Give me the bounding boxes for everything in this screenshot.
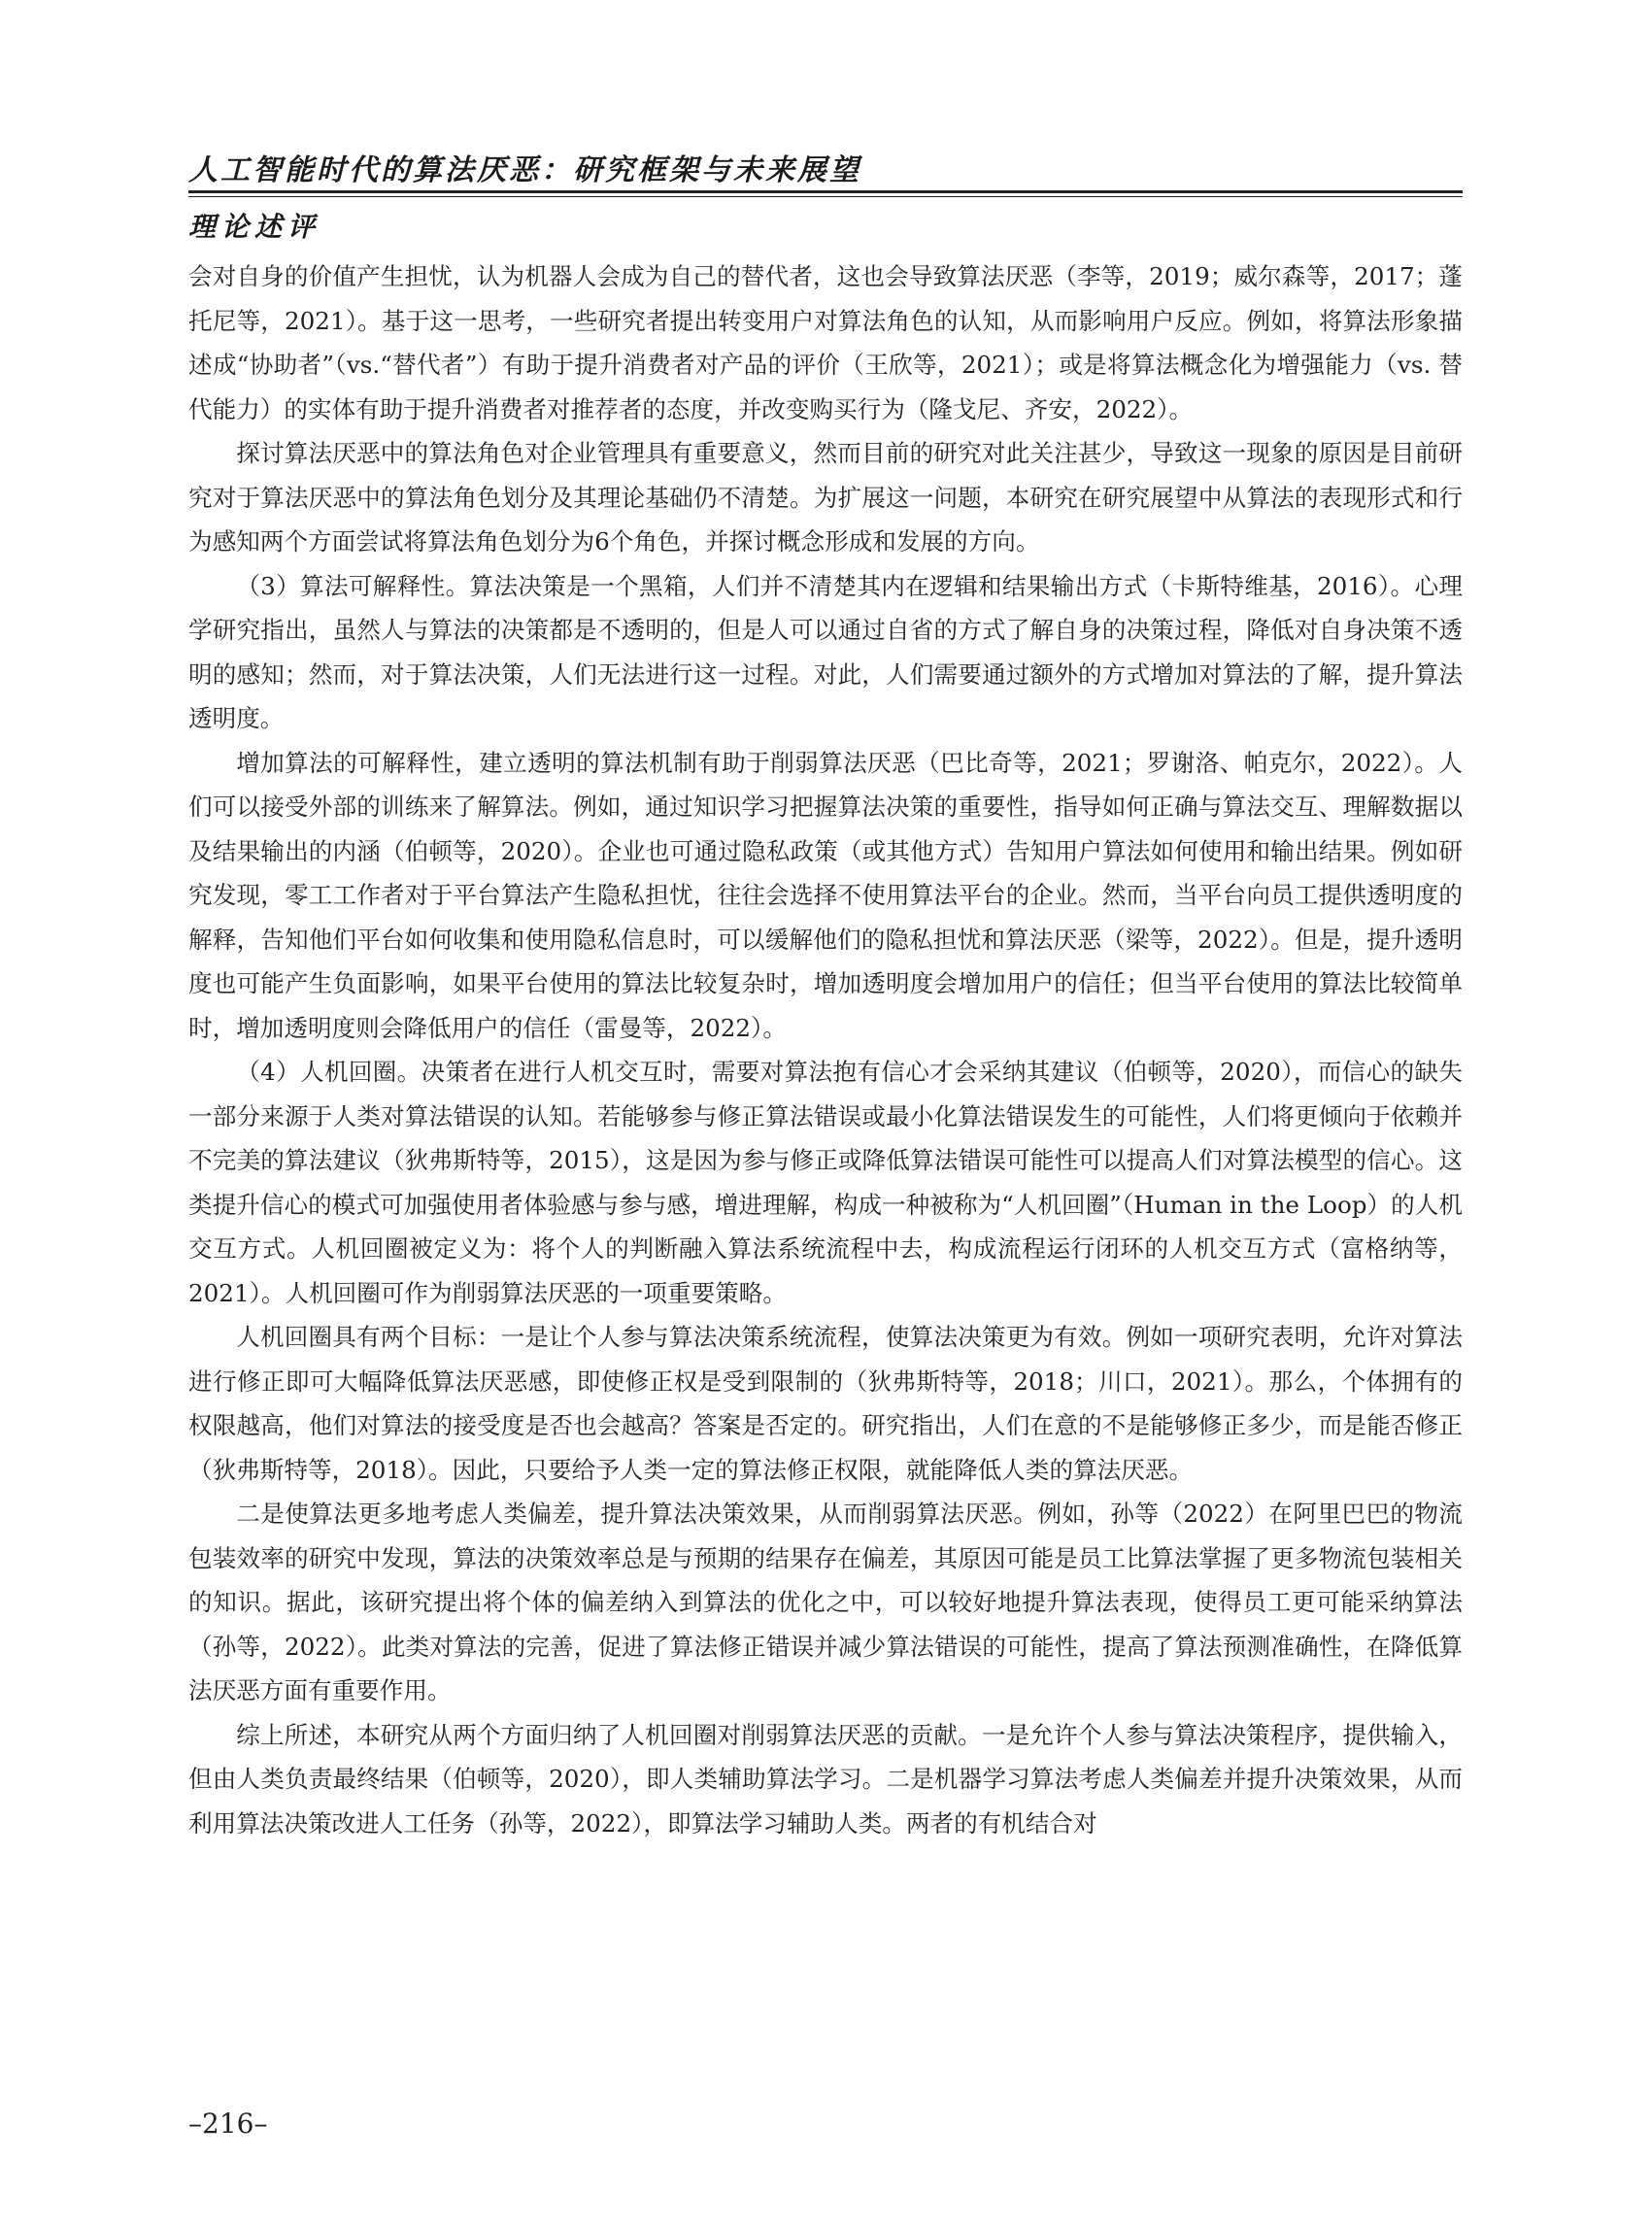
paragraph-human-in-the-loop: （4）人机回圈。决策者在进行人机交互时，需要对算法抱有信心才会采纳其建议（伯顿等，2020），而信心的缺失一部分来源于人类对算法错误的认知。若能够参与修正算法错误或最小化算法错误发生的可能性，人们将更倾向于依赖并不完美的算法建议（狄弗斯特等，2015），这是因为参与修正或降低算法错误可能性可以提高人们对算法模型的信心。这类提升信心的模式可加强使用者体验感与参与感，增进理解，构成一种被称为“人机回圈”（Human in the Loop）的人机交互方式。人机回圈被定义为：将个人的判断融入算法系统流程中去，构成流程运行闭环的人机交互方式（富格纳等，2021）。人机回圈可作为削弱算法厌恶的一项重要策略。	[188, 1058, 1463, 1307]
paragraph-loop-goal-two: 二是使算法更多地考虑人类偏差，提升算法决策效果，从而削弱算法厌恶。例如，孙等（2022）在阿里巴巴的物流包装效率的研究中发现，算法的决策效率总是与预期的结果存在偏差，其原因可能是员工比算法掌握了更多物流包装相关的知识。据此，该研究提出将个体的偏差纳入到算法的优化之中，可以较好地提升算法表现，使得员工更可能采纳算法（孙等，2022）。此类对算法的完善，促进了算法修正错误并减少算法错误的可能性，提高了算法预测准确性，在降低算法厌恶方面有重要作用。	[188, 1500, 1463, 1704]
header-rule-thin	[188, 196, 1463, 197]
body-text	[188, 254, 1463, 1845]
paragraph-explainability: （3）算法可解释性。算法决策是一个黑箱，人们并不清楚其内在逻辑和结果输出方式（卡斯特维基，2016）。心理学研究指出，虽然人与算法的决策都是不透明的，但是人可以通过自省的方式了解自身的决策过程，降低对自身决策不透明的感知；然而，对于算法决策，人们无法进行这一过程。对此，人们需要通过额外的方式增加对算法的了解，提升算法透明度。	[188, 571, 1463, 732]
page-number: –216–	[188, 2108, 268, 2140]
paragraph-summary: 综上所述，本研究从两个方面归纳了人机回圈对削弱算法厌恶的贡献。一是允许个人参与算法决策程序，提供输入，但由人类负责最终结果（伯顿等，2020），即人类辅助算法学习。二是机器学习算法考虑人类偏差并提升决策效果，从而利用算法决策改进人工任务（孙等，2022），即算法学习辅助人类。两者的有机结合对	[188, 1720, 1463, 1838]
paragraph-transparency: 增加算法的可解释性，建立透明的算法机制有助于削弱算法厌恶（巴比奇等，2021；罗谢洛、帕克尔，2022）。人们可以接受外部的训练来了解算法。例如，通过知识学习把握算法决策的重要性，指导如何正确与算法交互、理解数据以及结果输出的内涵（伯顿等，2020）。企业也可通过隐私政策（或其他方式）告知用户算法如何使用和输出结果。例如研究发现，零工工作者对于平台算法产生隐私担忧，往往会选择不使用算法平台的企业。然而，当平台向员工提供透明度的解释，告知他们平台如何收集和使用隐私信息时，可以缓解他们的隐私担忧和算法厌恶（梁等，2022）。但是，提升透明度也可能产生负面影响，如果平台使用的算法比较复杂时，增加透明度会增加用户的信任；但当平台使用的算法比较简单时，增加透明度则会降低用户的信任（雷曼等，2022）。	[188, 748, 1463, 1042]
paragraph-algorithm-role: 探讨算法厌恶中的算法角色对企业管理具有重要意义，然而目前的研究对此关注甚少，导致这一现象的原因是目前研究对于算法厌恶中的算法角色划分及其理论基础仍不清楚。为扩展这一问题，本研究在研究展望中从算法的表现形式和行为感知两个方面尝试将算法角色划分为6个角色，并探讨概念形成和发展的方向。	[188, 439, 1463, 556]
running-title: 人工智能时代的算法厌恶：研究框架与未来展望	[188, 153, 861, 187]
paragraph-continued: 会对自身的价值产生担忧，认为机器人会成为自己的替代者，这也会导致算法厌恶（李等，2019；威尔森等，2017；蓬托尼等，2021）。基于这一思考，一些研究者提出转变用户对算法角色的认知，从而影响用户反应。例如，将算法形象描述成“协助者”（vs.“替代者”）有助于提升消费者对产品的评价（王欣等，2021）；或是将算法概念化为增强能力（vs. 替代能力）的实体有助于提升消费者对推荐者的态度，并改变购买行为（隆戈尼、齐安，2022）。	[188, 262, 1463, 423]
header-rule	[188, 190, 1463, 193]
section-label: 理论述评	[188, 211, 321, 243]
paragraph-loop-goal-one: 人机回圈具有两个目标：一是让个人参与算法决策系统流程，使算法决策更为有效。例如一项研究表明，允许对算法进行修正即可大幅降低算法厌恶感，即使修正权是受到限制的（狄弗斯特等，2018；川口，2021）。那么，个体拥有的权限越高，他们对算法的接受度是否也会越高？答案是否定的。研究指出，人们在意的不是能够修正多少，而是能否修正（狄弗斯特等，2018）。因此，只要给予人类一定的算法修正权限，就能降低人类的算法厌恶。	[188, 1323, 1463, 1484]
